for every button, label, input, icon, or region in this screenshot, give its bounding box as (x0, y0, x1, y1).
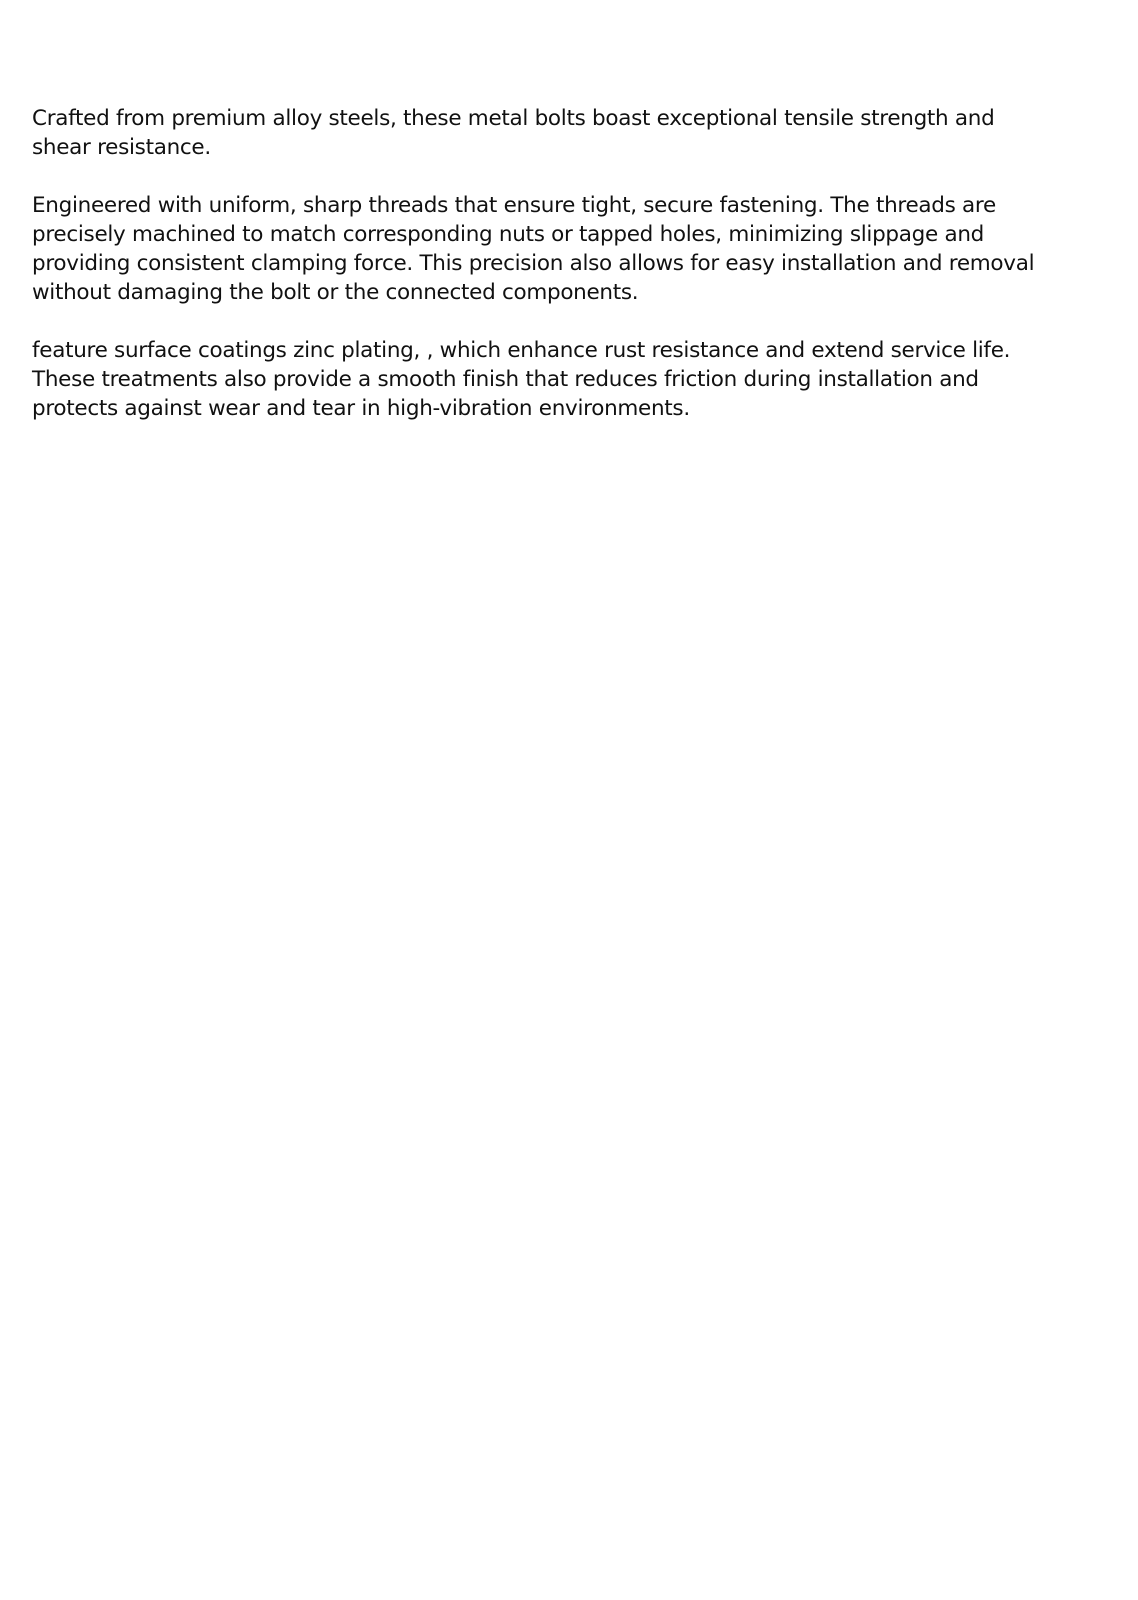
text-line: protects against wear and tear in high-vibration environments. (32, 396, 690, 421)
text-line: providing consistent clamping force. This precision also allows for easy installation and removal (32, 251, 1035, 276)
text-line: without damaging the bolt or the connected components. (32, 280, 639, 305)
paragraph-material (32, 104, 1092, 162)
text-line: feature surface coatings zinc plating, , which enhance rust resistance and extend service life. (32, 338, 1011, 363)
paragraph-threads (32, 191, 1092, 307)
text-line: These treatments also provide a smooth finish that reduces friction during installation and (32, 367, 979, 392)
document-page (32, 104, 1092, 452)
text-line: Crafted from premium alloy steels, these metal bolts boast exceptional tensile strength and (32, 106, 995, 131)
text-line: Engineered with uniform, sharp threads that ensure tight, secure fastening. The threads are (32, 193, 996, 218)
paragraph-coatings (32, 336, 1092, 423)
text-line: shear resistance. (32, 135, 211, 160)
text-line: precisely machined to match corresponding nuts or tapped holes, minimizing slippage and (32, 222, 984, 247)
